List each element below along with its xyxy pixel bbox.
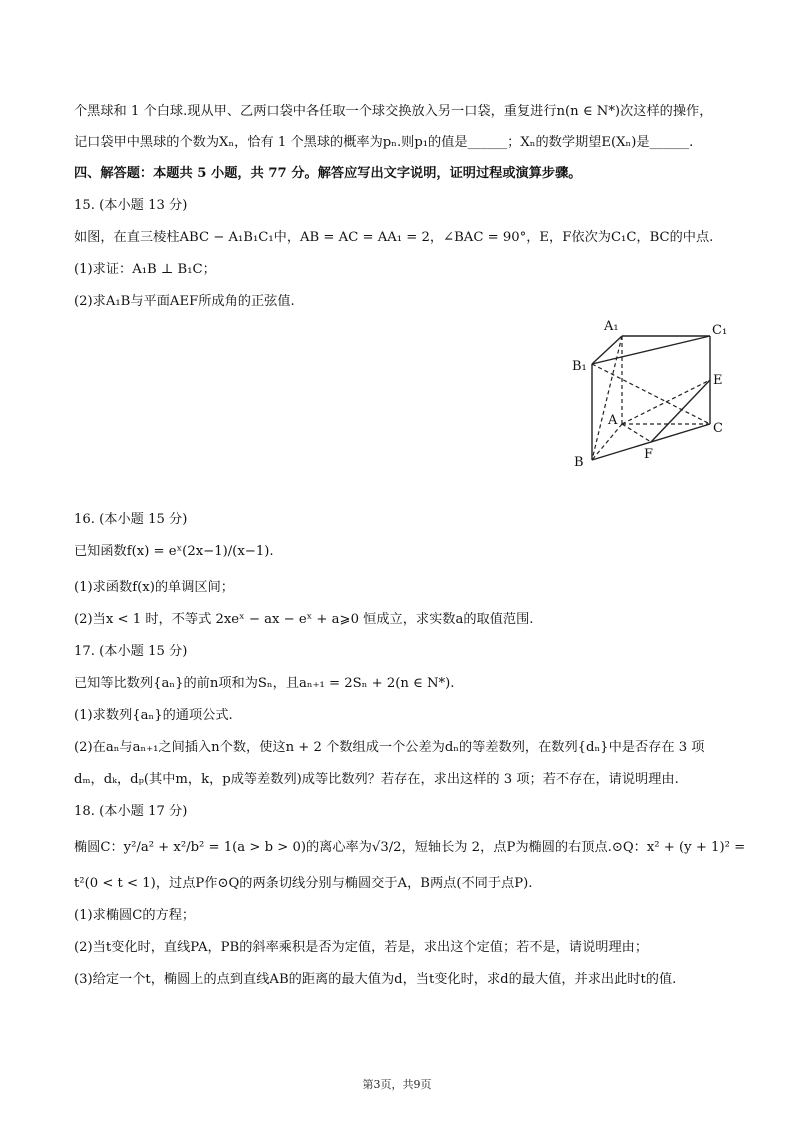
text-line: (2)当t变化时，直线PA，PB的斜率乘积是否为定值，若是，求出这个定值；若不是，请说明理由； (74, 940, 649, 955)
text-line: (2)当x < 1 时，不等式 2xeˣ − ax − eˣ + a⩾0 恒成立，求实数a的取值范围. (74, 612, 534, 627)
page-footer: 第3页，共9页 (362, 1078, 432, 1091)
text-line: 记口袋甲中黑球的个数为Xₙ，恰有 1 个黑球的概率为pₙ.则p₁的值是______；Xₙ的数学期望E(Xₙ)是______. (74, 135, 694, 150)
label-a: A (608, 413, 618, 428)
text-line: 已知函数f(x) = eˣ(2x−1)/(x−1). (74, 544, 274, 559)
question-heading: 17. (本小题 15 分) (74, 644, 188, 659)
question-heading: 18. (本小题 17 分) (74, 804, 188, 819)
text-line: 如图，在直三棱柱ABC − A₁B₁C₁中，AB = AC = AA₁ = 2，∠BAC = 90°，E，F依次为C₁C，BC的中点. (74, 230, 714, 245)
text-line: 已知等比数列{aₙ}的前n项和为Sₙ，且aₙ₊₁ = 2Sₙ + 2(n ∈ N*). (74, 676, 455, 691)
text-line: 椭圆C：y²/a² + x²/b² = 1(a > b > 0)的离心率为√3/2，短轴长为 2，点P为椭圆的右顶点.⊙Q：x² + (y + 1)² = (74, 840, 746, 855)
label-c1: C₁ (712, 323, 728, 338)
section-heading: 四、解答题：本题共 5 小题，共 77 分。解答应写出文字说明，证明过程或演算步骤。 (74, 166, 582, 181)
question-heading: 15. (本小题 13 分) (74, 198, 188, 213)
text-line: (1)求证：A₁B ⊥ B₁C； (74, 262, 216, 277)
label-a1: A₁ (604, 319, 619, 334)
text-line: t²(0 < t < 1)，过点P作⊙Q的两条切线分别与椭圆交于A，B两点(不同于点P). (74, 876, 533, 891)
label-c: C (713, 421, 723, 436)
text-line: (2)求A₁B与平面AEF所成角的正弦值. (74, 294, 295, 309)
prism-figure (560, 312, 740, 472)
text-line: (1)求数列{aₙ}的通项公式. (74, 708, 233, 723)
text-line: (1)求椭圆C的方程； (74, 908, 196, 923)
question-heading: 16. (本小题 15 分) (74, 512, 188, 527)
text-line: (3)给定一个t，椭圆上的点到直线AB的距离的最大值为d，当t变化时，求d的最大值，并求出此时t的值. (74, 972, 677, 987)
label-b: B (574, 455, 584, 470)
text-line: (2)在aₙ与aₙ₊₁之间插入n个数，使这n + 2 个数组成一个公差为dₙ的等差数列，在数列{dₙ}中是否存在 3 项 (74, 740, 705, 755)
text-line: 个黑球和 1 个白球.现从甲、乙两口袋中各任取一个球交换放入另一口袋，重复进行n(n ∈ N*)次这样的操作， (74, 104, 713, 119)
label-b1: B₁ (572, 359, 587, 374)
text-line: (1)求函数f(x)的单调区间； (74, 580, 234, 595)
text-line: dₘ，dₖ，dₚ(其中m，k，p成等差数列)成等比数列？若存在，求出这样的 3 项；若不存在，请说明理由. (74, 772, 679, 787)
label-f: F (644, 447, 654, 462)
label-e: E (713, 373, 723, 388)
